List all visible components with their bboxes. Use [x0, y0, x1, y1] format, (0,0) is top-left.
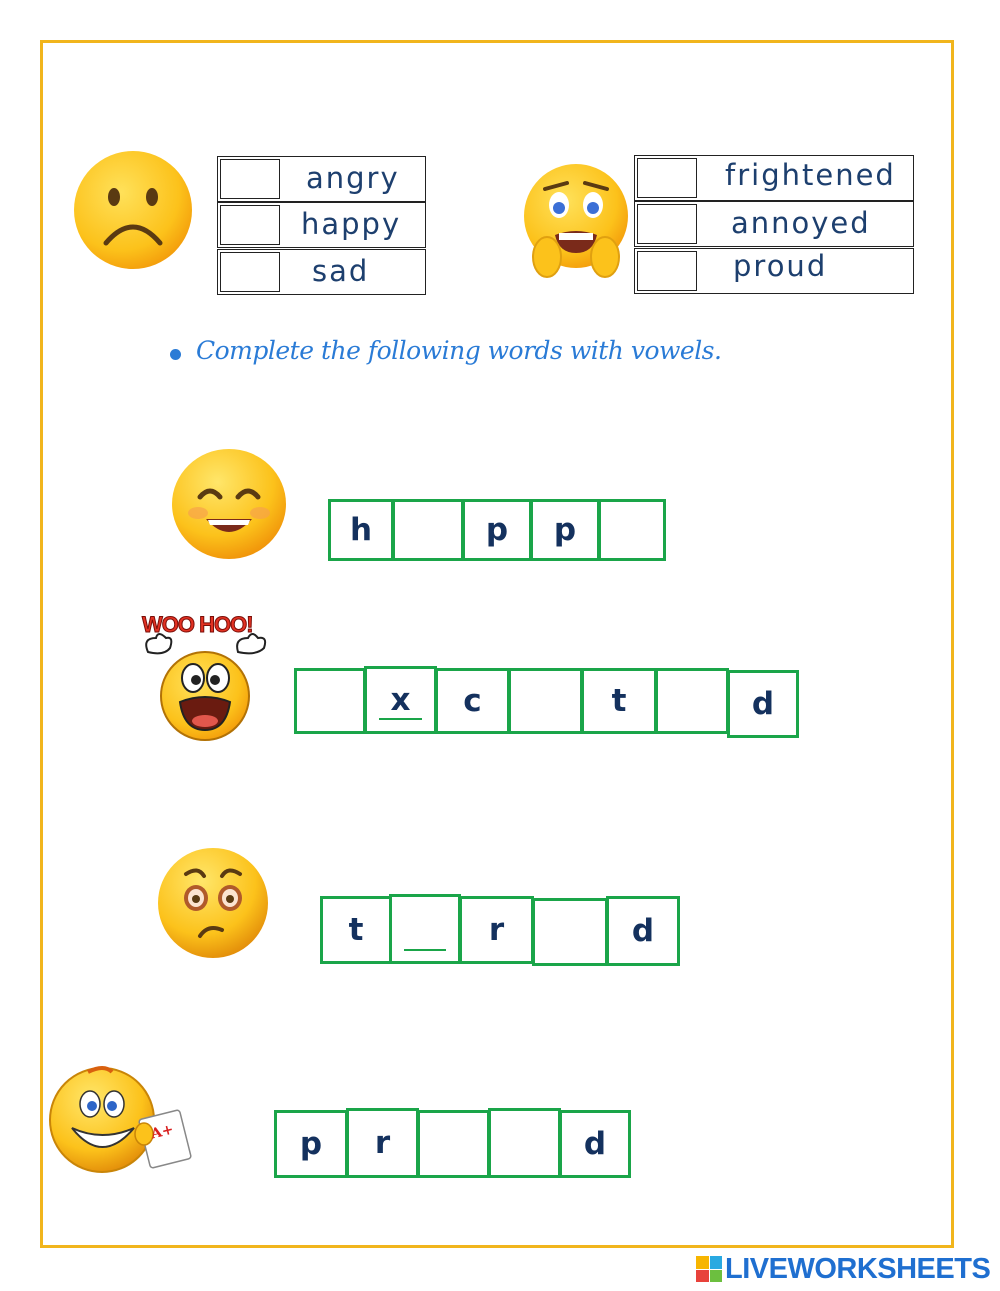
- choice-row: [634, 201, 914, 247]
- choice-word: sad: [312, 254, 370, 288]
- letter-box: h: [328, 499, 394, 561]
- choice-word: happy: [301, 207, 402, 241]
- choice-word: annoyed: [731, 206, 871, 240]
- letter-box: r: [346, 1108, 419, 1178]
- vowel-input-box[interactable]: [655, 668, 729, 734]
- choice-word: angry: [306, 161, 400, 195]
- proud-face-icon: [48, 1062, 194, 1178]
- happy-face-icon: [170, 447, 288, 561]
- vowel-input-box[interactable]: [598, 499, 666, 561]
- letter-box: c: [435, 668, 510, 734]
- choice-row: [217, 156, 426, 202]
- sad-face-icon: [72, 149, 194, 271]
- letter-box: d: [727, 670, 799, 738]
- grade-badge: A+: [149, 1121, 176, 1143]
- letter-box: t: [320, 896, 392, 964]
- choice-word: proud: [733, 249, 828, 283]
- watermark-text: LIVEWORKSHEETS: [725, 1252, 991, 1285]
- choice-row: [634, 155, 914, 201]
- letter-box: p: [530, 499, 600, 561]
- vowel-input-box[interactable]: [392, 499, 464, 561]
- choice-row: [217, 202, 426, 248]
- answer-checkbox[interactable]: [220, 252, 280, 292]
- vowel-input-box[interactable]: [508, 668, 583, 734]
- choice-row: [217, 249, 426, 295]
- bullet-point: [170, 349, 181, 360]
- answer-checkbox[interactable]: [637, 158, 697, 198]
- letter-underline: [379, 718, 422, 720]
- letter-box: t: [581, 668, 657, 734]
- frightened-face-icon: [521, 161, 631, 281]
- vowel-input-box[interactable]: [294, 668, 366, 734]
- answer-checkbox[interactable]: [637, 204, 697, 244]
- choice-table-right: [634, 155, 914, 296]
- answer-underline: [404, 949, 446, 951]
- liveworksheets-logo-icon: [696, 1256, 722, 1282]
- liveworksheets-watermark: [696, 1254, 990, 1284]
- vowel-input-box[interactable]: [532, 898, 608, 966]
- letter-box: d: [606, 896, 680, 966]
- choice-row: [634, 248, 914, 294]
- letter-box: r: [459, 896, 534, 964]
- choice-word: frightened: [725, 158, 896, 192]
- instruction-text: Complete the following words with vowels.: [196, 336, 722, 365]
- tired-face-icon: [156, 846, 270, 960]
- vowel-input-box[interactable]: [417, 1110, 490, 1178]
- letter-box: [364, 666, 437, 734]
- letter-box: p: [462, 499, 532, 561]
- vowel-input-box[interactable]: [488, 1108, 561, 1178]
- woo-hoo-caption: WOO HOO!: [142, 612, 253, 637]
- answer-checkbox[interactable]: [220, 159, 280, 199]
- vowel-input-box[interactable]: [389, 894, 461, 964]
- choice-table-left: [217, 156, 426, 297]
- answer-checkbox[interactable]: [220, 205, 280, 245]
- answer-checkbox[interactable]: [637, 251, 697, 291]
- letter-x: x: [390, 682, 411, 718]
- letter-box: p: [274, 1110, 348, 1178]
- letter-box: d: [559, 1110, 631, 1178]
